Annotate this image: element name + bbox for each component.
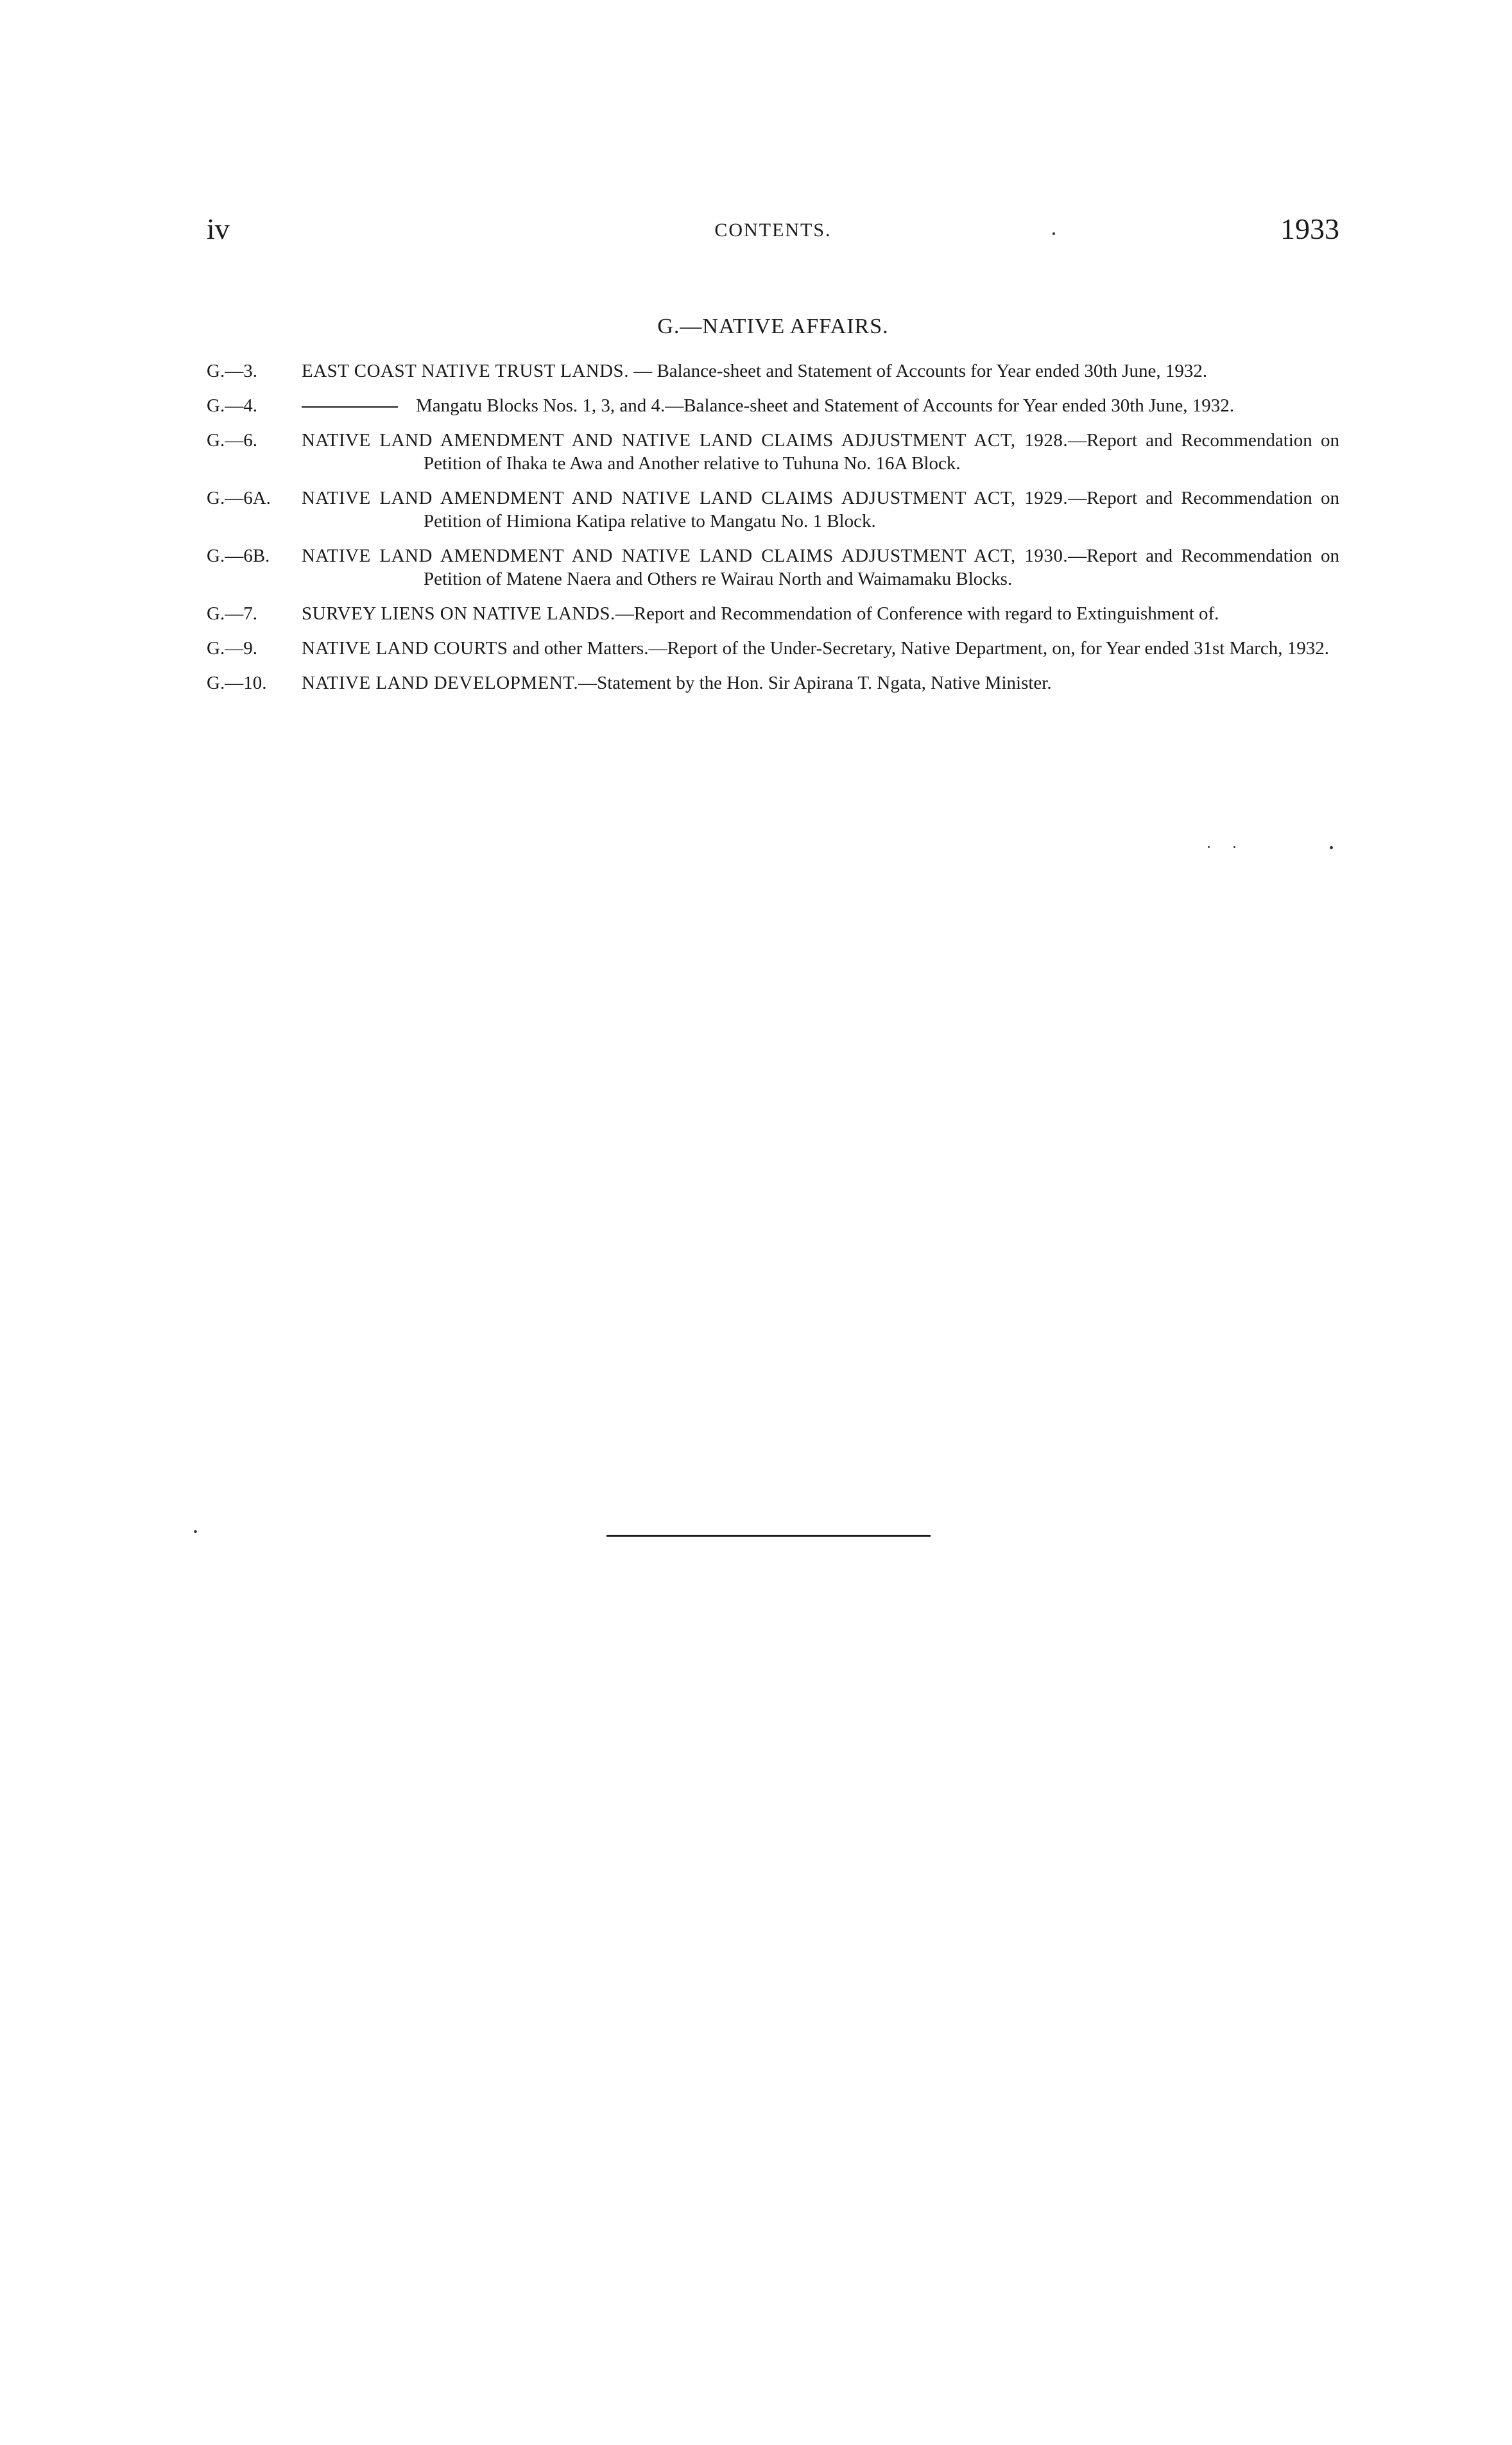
- entry-code: G.—6A.: [207, 488, 271, 508]
- entry-body: [302, 429, 1339, 475]
- contents-entry: [207, 671, 1339, 695]
- entry-body: [302, 487, 1339, 533]
- contents-entry: [207, 544, 1339, 591]
- entry-text: —Statement by the Hon. Sir Apirana T. Ngata, Native Minister.: [578, 673, 1052, 693]
- ditto-rule: [302, 406, 398, 408]
- entry-text: and other Matters.—Report of the Under-Secretary, Native Department, on, for Year ended 31st March, 1932.: [508, 638, 1330, 659]
- contents-entry: [207, 602, 1339, 625]
- contents-entry: [207, 637, 1339, 660]
- print-speck: [194, 1530, 197, 1533]
- entry-code: G.—6.: [207, 430, 257, 451]
- contents-entry: [207, 429, 1339, 475]
- entry-text: —Report and Recommendation of Conference with regard to Extinguishment of.: [615, 603, 1219, 624]
- entry-lead: NATIVE LAND AMENDMENT AND NATIVE LAND CLAIMS ADJUSTMENT ACT, 1930.: [302, 546, 1069, 566]
- entry-lead: NATIVE LAND DEVELOPMENT.: [302, 673, 579, 693]
- year: 1933: [1280, 212, 1339, 245]
- entry-code: G.—4.: [207, 395, 257, 416]
- entry-body: [302, 394, 1339, 417]
- entry-text: —Report and Recommendation on Petition of Matene Naera and Others re Wairau North and Waimamaku Blocks.: [424, 546, 1339, 589]
- running-header: [207, 212, 1339, 250]
- entry-text: Mangatu Blocks Nos. 1, 3, and 4.—Balance-sheet and Statement of Accounts for Year ended 30th June, 1932.: [416, 395, 1234, 416]
- entry-text: —Report and Recommendation on Petition of Himiona Katipa relative to Mangatu No. 1 Block.: [424, 488, 1339, 531]
- entry-body: [302, 359, 1339, 383]
- entry-body: [302, 671, 1339, 695]
- entry-code: G.—9.: [207, 638, 257, 659]
- entry-lead: NATIVE LAND COURTS: [302, 638, 508, 659]
- print-speck: [1233, 846, 1235, 848]
- running-title: CONTENTS.: [714, 220, 832, 241]
- entry-code: G.—10.: [207, 673, 267, 693]
- entry-text: —Report and Recommendation on Petition of Ihaka te Awa and Another relative to Tuhuna No. 16A Block.: [424, 430, 1339, 474]
- print-speck: [1330, 846, 1333, 849]
- entry-body: [302, 637, 1339, 660]
- entry-lead: NATIVE LAND AMENDMENT AND NATIVE LAND CLAIMS ADJUSTMENT ACT, 1928.: [302, 430, 1069, 451]
- entry-body: [302, 602, 1339, 625]
- entry-body: [302, 544, 1339, 591]
- page-number: iv: [207, 212, 230, 245]
- entry-lead: NATIVE LAND AMENDMENT AND NATIVE LAND CLAIMS ADJUSTMENT ACT, 1929.: [302, 488, 1069, 508]
- contents-list: [207, 359, 1339, 706]
- section-title: G.—NATIVE AFFAIRS.: [657, 315, 889, 338]
- entry-code: G.—7.: [207, 603, 257, 624]
- entry-lead: SURVEY LIENS ON NATIVE LANDS.: [302, 603, 615, 624]
- entry-code: G.—3.: [207, 361, 257, 381]
- print-speck: [1052, 232, 1055, 235]
- end-rule: [606, 1535, 931, 1537]
- contents-entry: [207, 487, 1339, 533]
- print-speck: [1208, 846, 1210, 848]
- entry-code: G.—6B.: [207, 546, 270, 566]
- entry-text: — Balance-sheet and Statement of Accounts for Year ended 30th June, 1932.: [628, 361, 1208, 381]
- entry-lead: EAST COAST NATIVE TRUST LANDS.: [302, 361, 629, 381]
- contents-entry: [207, 394, 1339, 417]
- contents-entry: [207, 359, 1339, 383]
